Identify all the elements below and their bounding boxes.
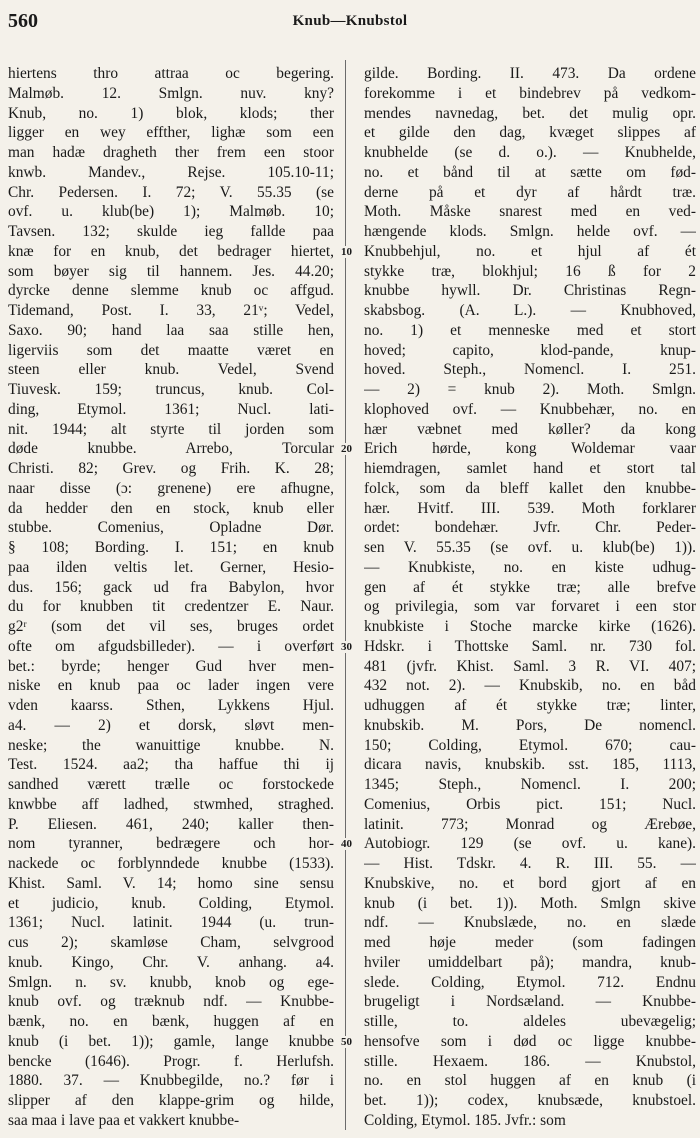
text-line: forekomme i et bindebrev på vedkom- xyxy=(364,84,696,102)
text-line: ordet: bondehær. Jvfr. Chr. Peder- xyxy=(364,519,696,537)
text-line: døde knubbe. Arrebo, Torcular xyxy=(8,440,334,458)
text-line: et gilde den dag, kvæget slippes af xyxy=(364,124,696,142)
text-line: ndf. — Knubslæde, no. en slæde xyxy=(364,914,696,932)
text-line: Autobiogr. 129 (se ovf. u. kane). xyxy=(364,835,696,853)
text-line: cus 2); skamløse Cham, selvgrood xyxy=(8,934,334,951)
text-line: stille, to. aldeles ubevægelig; xyxy=(364,1013,696,1030)
line-number: 50 xyxy=(341,1035,352,1048)
text-line: hoved. Steph., Nomencl. I. 251. xyxy=(364,361,696,379)
text-line: gilde. Bording. II. 473. Da ordene xyxy=(364,65,696,82)
text-line: hær væbnet med køller? da kong xyxy=(364,420,696,438)
text-line: Christi. 82; Grev. og Frih. K. 28; xyxy=(8,460,334,477)
text-line: ovf. u. klub(be) 1); Malmøb. 10; xyxy=(8,203,334,221)
text-line: Tidemand, Post. I. 33, 21ᵛ; Vedel, xyxy=(8,302,334,319)
text-line: g2ʳ (som det vil ses, bruges ordet xyxy=(8,618,334,635)
text-line: derne på et dyr af hårdt træ. xyxy=(364,183,696,201)
text-line: som bøyer sig til hannem. Jes. 44.20; xyxy=(8,262,334,280)
text-line: P. Eliesen. 461, 240; kaller then- xyxy=(8,815,334,833)
text-line: dus. 156; gack ud fra Babylon, hvor xyxy=(8,578,334,596)
text-line: saa maa i lave paa et vakkert knubbe- xyxy=(8,1111,240,1129)
text-line: a4. — 2) et dorsk, sløvt men- xyxy=(8,716,334,734)
text-line: neske; the wanuittige knubbe. N. xyxy=(8,736,334,754)
text-line: mendes navnedag, bet. det mulig opr. xyxy=(364,104,696,122)
text-line: Smlgn. n. sv. knubb, knob og ege- xyxy=(8,973,334,991)
text-line: et judicio, knub. Colding, Etymol. xyxy=(8,894,334,912)
text-line: Khist. Saml. V. 14; homo sine sensu xyxy=(8,874,334,892)
text-line: hiertens thro attraa oc begering. xyxy=(8,65,334,82)
text-line: 1361; Nucl. latinit. 1944 (u. trun- xyxy=(8,914,334,932)
text-line: klophoved ovf. — Knubbehær, no. en xyxy=(364,400,696,418)
text-line: dicara navis, knubskib. sst. 185, 1113, xyxy=(364,756,696,774)
text-line: Test. 1524. aa2; tha haffue thi ij xyxy=(8,756,334,774)
right-column xyxy=(364,64,696,1131)
text-line: no. en stol huggen af en knub (i xyxy=(364,1072,696,1090)
text-line: Hdskr. i Thottske Saml. nr. 730 fol. xyxy=(364,637,696,655)
text-line: latinit. 773; Monrad og Ærebøe, xyxy=(364,815,696,833)
text-line: Knub, no. 1) blok, klods; ther xyxy=(8,104,334,122)
text-line: vden kaarss. Sthen, Lykkens Hjul. xyxy=(8,697,334,714)
running-head: Knub—Knubstol xyxy=(292,13,408,29)
line-number: 40 xyxy=(341,838,352,851)
text-line: nackede oc forblynndede knubbe (1533). xyxy=(8,855,334,872)
text-line: bet. 1)); codex, knubsæde, knubstoel. xyxy=(364,1092,696,1109)
left-column xyxy=(8,64,334,1131)
text-line: ding, Etymol. 1361; Nucl. lati- xyxy=(8,400,334,418)
text-line: hær. Hvitf. III. 539. Moth forklarer xyxy=(364,499,696,517)
text-line: knub (i bet. 1)); gamle, lange knubbe xyxy=(8,1032,334,1050)
page-header xyxy=(0,0,700,40)
text-line: § 108; Bording. I. 151; en knub xyxy=(8,539,334,556)
text-line: hoved; capito, klod-pande, knup- xyxy=(364,341,696,359)
text-line: Knubskive, no. et bord gjort af en xyxy=(364,874,696,892)
text-line: bet.: byrde; henger Gud hver men- xyxy=(8,657,334,675)
text-line: naar disse (ɔ: grenene) ere afhugne, xyxy=(8,479,334,497)
text-line: 481 (jvfr. Khist. Saml. 3 R. VI. 407; xyxy=(364,657,696,675)
text-line: med høje meder (som fadingen xyxy=(364,934,696,951)
text-line: hensofve som i død oc ligge knubbe- xyxy=(364,1032,696,1050)
column-divider xyxy=(345,60,346,1130)
text-line: knubhelde (se d. o.). — Knubhelde, xyxy=(364,144,696,161)
text-line: brugeligt i Nordsæland. — Knubbe- xyxy=(364,993,696,1011)
text-line: Comenius, Orbis pict. 151; Nucl. xyxy=(364,795,696,813)
text-line: Moth. Måske snarest med en ved- xyxy=(364,203,696,221)
text-line: skabsbog. (A. L.). — Knubhoved, xyxy=(364,302,696,319)
text-line: hviler umiddelbart på); mandra, knub- xyxy=(364,953,696,971)
text-line: Malmøb. 12. Smlgn. nuv. kny? xyxy=(8,84,334,102)
line-number: 30 xyxy=(341,640,352,653)
text-line: og privilegia, som var forvaret i een stor xyxy=(364,598,696,616)
text-line: sen V. 55.35 (se ovf. u. klub(be) 1)). xyxy=(364,539,696,556)
text-line: man hadæ dragheth ther frem een stoor xyxy=(8,144,334,161)
text-line: 1880. 37. — Knubbegilde, no.? før i xyxy=(8,1072,334,1090)
text-line: knub. Kingo, Chr. V. anhang. a4. xyxy=(8,953,334,971)
text-line: stubbe. Comenius, Opladne Dør. xyxy=(8,519,334,537)
text-line: du for knubben tit credentzer E. Naur. xyxy=(8,598,334,616)
text-line: Erich hørde, kong Woldemar vaar xyxy=(364,440,696,458)
text-line: stille. Hexaem. 186. — Knubstol, xyxy=(364,1052,696,1070)
page-number: 560 xyxy=(8,10,38,32)
text-line: sandhed værett trælle oc forstockede xyxy=(8,776,334,793)
text-line: knub (i bet. 1)). Moth. Smlgn skive xyxy=(364,894,696,912)
text-line: Knubbehjul, no. et hjul af ét xyxy=(364,242,696,260)
text-line: dyrcke denne slemme knub oc affgud. xyxy=(8,282,334,300)
text-line: ofte om afgudsbilleder). — i overført xyxy=(8,637,334,655)
text-line: knwb. Mandev., Rejse. 105.10-11; xyxy=(8,163,334,181)
text-line: 150; Colding, Etymol. 670; cau- xyxy=(364,736,696,754)
text-line: nom tyranner, bedrægere och hor- xyxy=(8,835,334,853)
text-line: Tavsen. 132; skulde ieg fallde paa xyxy=(8,223,334,240)
text-line: no. 1) et menneske med et stort xyxy=(364,321,696,339)
text-line: knubskib. M. Pors, De nomencl. xyxy=(364,716,696,734)
text-line: knubbe hywll. Dr. Christinas Regn- xyxy=(364,282,696,300)
text-line: knub ovf. og træknub ndf. — Knubbe- xyxy=(8,993,334,1011)
text-line: udhuggen af ét stykke træ; linter, xyxy=(364,697,696,714)
text-line: paa ilden veltis let. Gerner, Hesio- xyxy=(8,558,334,576)
text-line: Saxo. 90; hand laa saa stille hen, xyxy=(8,321,334,339)
line-number: 20 xyxy=(341,443,352,456)
text-line: hængende klods. Smlgn. helde ovf. — xyxy=(364,223,696,240)
text-line: stykke træ, blokhjul; 16 ß for 2 xyxy=(364,262,696,280)
text-line: 432 not. 2). — Knubskib, no. en båd xyxy=(364,677,696,695)
text-line: Chr. Pedersen. I. 72; V. 55.35 (se xyxy=(8,183,334,201)
text-line: hiemdragen, samlet hand et stort tal xyxy=(364,460,696,477)
text-line: steen eller knub. Vedel, Svend xyxy=(8,361,334,379)
text-line: bænk, no. en bænk, huggen af en xyxy=(8,1013,334,1030)
text-line: — Hist. Tdskr. 4. R. III. 55. — xyxy=(364,855,696,872)
text-line: 1345; Steph., Nomencl. I. 200; xyxy=(364,776,696,793)
text-line: ligger en wey effther, lighæ som een xyxy=(8,124,334,142)
text-line: — Knubkiste, no. en kiste udhug- xyxy=(364,558,696,576)
text-line: nit. 1944; alt styrte til jorden som xyxy=(8,420,334,438)
text-line: slipper af den klappe-grim og hilde, xyxy=(8,1092,334,1109)
text-line: Colding, Etymol. 185. Jvfr.: som xyxy=(364,1111,566,1129)
text-line: da hedder den en stock, knub eller xyxy=(8,499,334,517)
text-line: folck, som da bleff kallet den knubbe- xyxy=(364,479,696,497)
text-line: slede. Colding, Etymol. 712. Endnu xyxy=(364,973,696,991)
text-line: — 2) = knub 2). Moth. Smlgn. xyxy=(364,381,696,398)
line-number: 10 xyxy=(341,245,352,258)
text-line: ligerviis som det maatte været en xyxy=(8,341,334,359)
text-line: knubkiste i Stoche marcke kirke (1626). xyxy=(364,618,696,635)
text-line: knæ for en knub, det bedrager hiertet, xyxy=(8,242,334,260)
text-line: Tiuvesk. 159; truncus, knub. Col- xyxy=(8,381,334,398)
text-line: no. et bånd til at sætte om fød- xyxy=(364,163,696,181)
text-line: gen af ét stykke træ; alle brefve xyxy=(364,578,696,596)
text-line: bencke (1646). Progr. f. Herlufsh. xyxy=(8,1052,334,1070)
text-line: knwbbe aff ladhed, stwmhed, straghed. xyxy=(8,795,334,813)
text-line: niske en knub paa oc lader ingen vere xyxy=(8,677,334,695)
